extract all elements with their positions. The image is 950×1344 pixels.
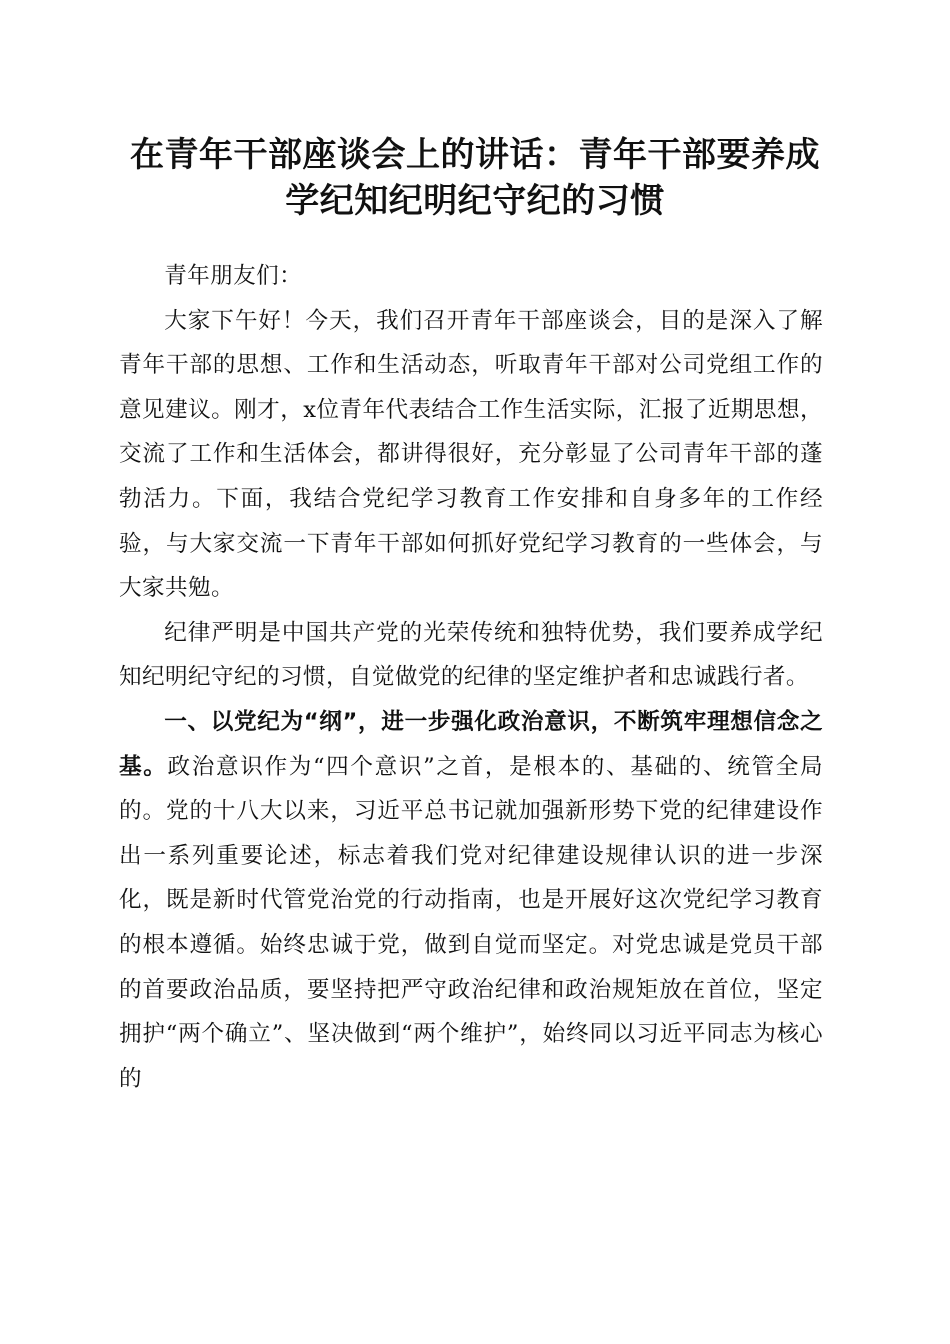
paragraph-opening: 大家下午好！今天，我们召开青年干部座谈会，目的是深入了解青年干部的思想、工作和生活动态，听取青年干部对公司党组工作的意见建议。刚才，x位青年代表结合工作生活实际，汇报了近期思想，交流了工作和生活体会，都讲得很好，充分彰显了公司青年干部的蓬勃活力。下面，我结合党纪学习教育工作安排和自身多年的工作经验，与大家交流一下青年干部如何抓好党纪学习教育的一些体会，与大家共勉。 <box>119 307 823 602</box>
section-1-heading: 一、以党纪为“纲”，进一步强化政治意识，不断筑牢理想信念之基。 <box>119 708 823 780</box>
title-line-1: 在青年干部座谈会上的讲话：青年干部要养成 <box>130 135 820 175</box>
document-title <box>100 132 850 224</box>
title-line-2: 学纪知纪明纪守纪的习惯 <box>285 181 665 221</box>
salutation: 青年朋友们： <box>164 263 303 289</box>
paragraph-discipline: 纪律严明是中国共产党的光荣传统和独特优势，我们要养成学纪知纪明纪守纪的习惯，自觉做党的纪律的坚定维护者和忠诚践行者。 <box>119 619 823 691</box>
section-1-paragraph <box>119 700 823 1101</box>
document-body <box>119 254 823 1101</box>
section-1-text: 政治意识作为“四个意识”之首，是根本的、基础的、统管全局的。党的十八大以来，习近平总书记就加强新形势下党的纪律建设作出一系列重要论述，标志着我们党对纪律建设规律认识的进一步深化，既是新时代管党治党的行动指南，也是开展好这次党纪学习教育的根本遵循。始终忠诚于党，做到自觉而坚定。对党忠诚是党员干部的首要政治品质，要坚持把严守政治纪律和政治规矩放在首位，坚定拥护“两个确立”、坚决做到“两个维护”，始终同以习近平同志为核心的 <box>119 753 823 1092</box>
